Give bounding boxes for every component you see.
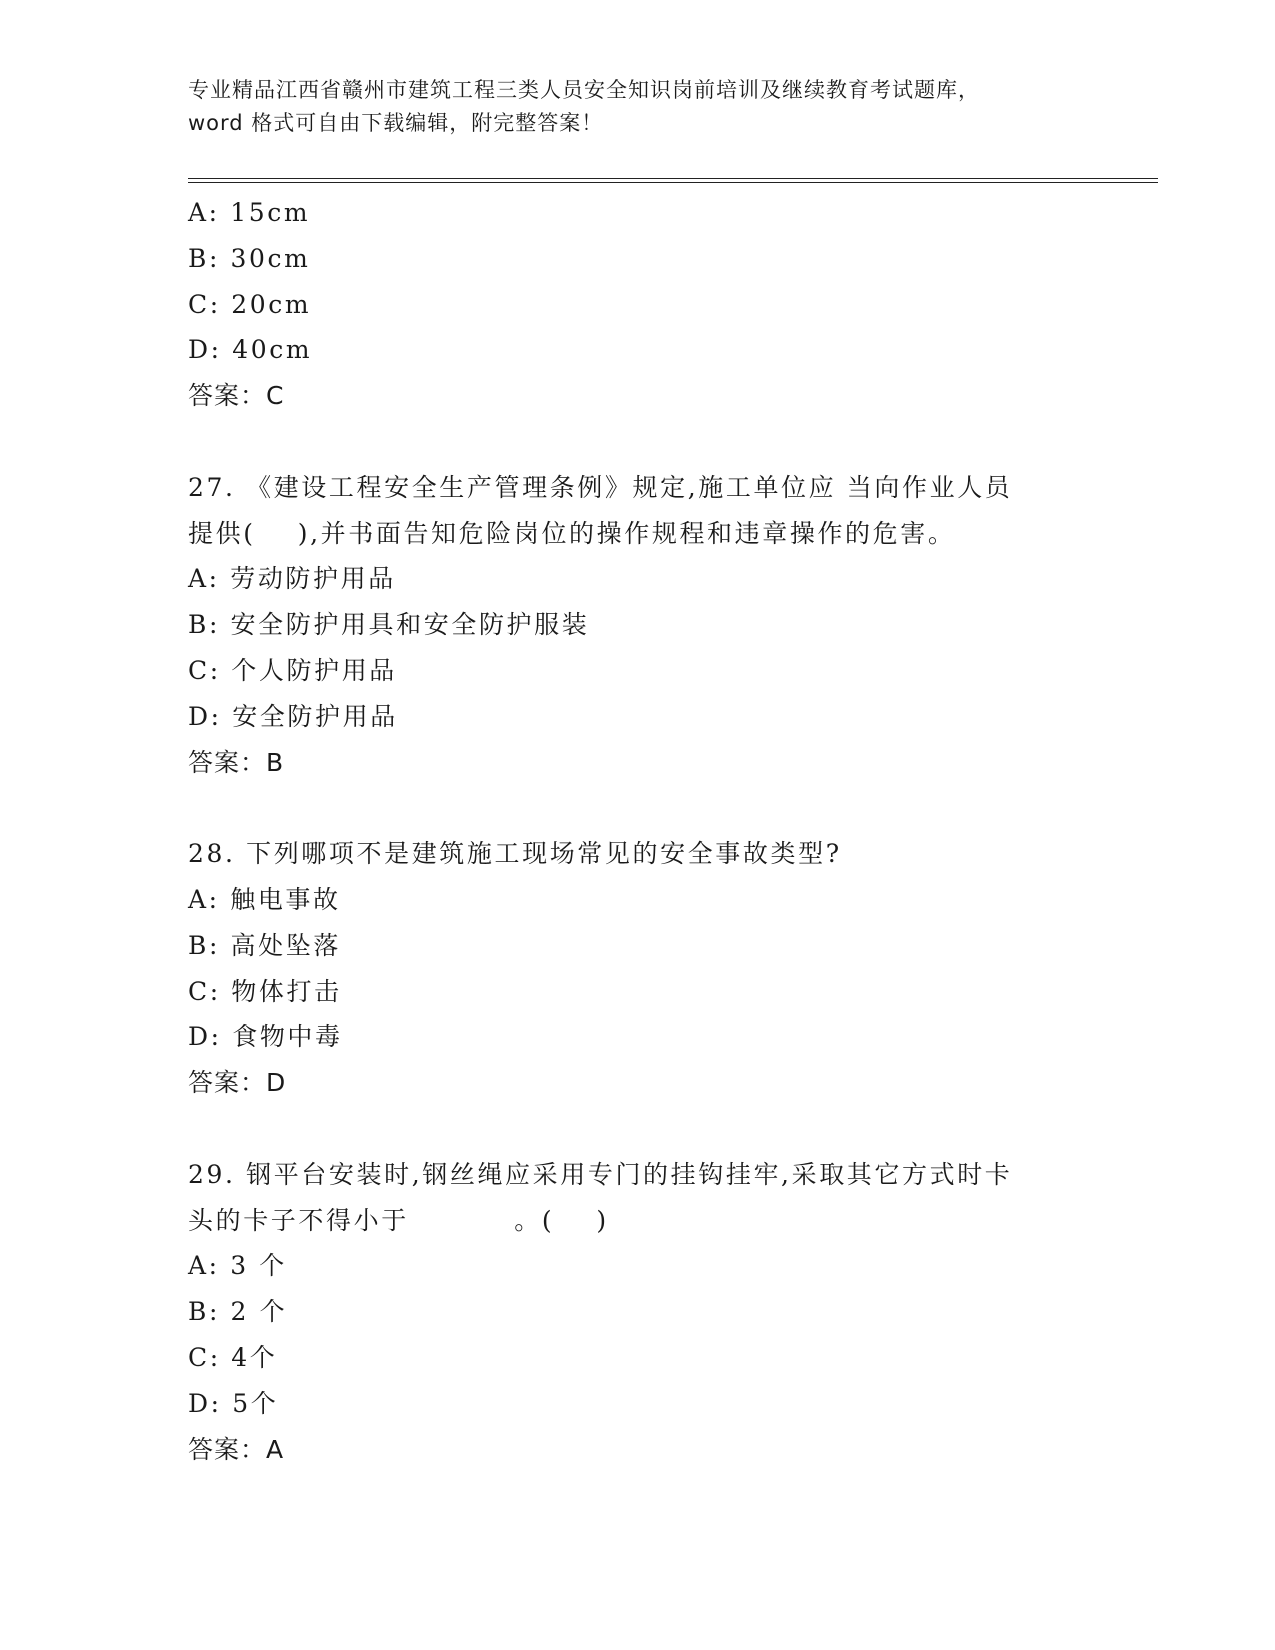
- answer-line: 答案：B: [188, 747, 285, 777]
- option-b: B: 安全防护用具和安全防护服装: [188, 610, 590, 640]
- option-c: C: 4个: [188, 1342, 278, 1372]
- answer-line: 答案：C: [188, 381, 285, 411]
- question-block-26: [188, 190, 1088, 419]
- option-b: B: 高处坠落: [188, 930, 341, 960]
- option-a: A: 触电事故: [188, 884, 341, 914]
- option-a: A: 3 个: [188, 1251, 287, 1281]
- question-text-line-2: 提供( ),并书面告知危险岗位的操作规程和违章操作的危害。: [188, 518, 956, 548]
- option-c: C: 个人防护用品: [188, 655, 397, 685]
- header-line-1: 专业精品江西省赣州市建筑工程三类人员安全知识岗前培训及继续教育考试题库，: [188, 78, 980, 102]
- question-block-29: [188, 1152, 1088, 1473]
- header-line-2: word 格式可自由下载编辑，附完整答案！: [188, 111, 604, 135]
- option-d: D: 食物中毒: [188, 1022, 343, 1052]
- option-d: D: 安全防护用品: [188, 701, 398, 731]
- option-b: B: 30cm: [188, 243, 311, 273]
- option-c: C: 20cm: [188, 289, 312, 319]
- question-text-line-1: 27. 《建设工程安全生产管理条例》规定,施工单位应 当向作业人员: [188, 472, 1013, 502]
- option-d: D: 5个: [188, 1388, 279, 1418]
- question-text-line-1: 28. 下列哪项不是建筑施工现场常见的安全事故类型?: [188, 839, 842, 869]
- option-b: B: 2 个: [188, 1297, 288, 1327]
- question-content: [188, 190, 1088, 1472]
- option-a: A: 劳动防护用品: [188, 564, 396, 594]
- answer-line: 答案：D: [188, 1068, 287, 1098]
- question-text-line-2: 头的卡子不得小于 。( ): [188, 1205, 609, 1235]
- question-text-line-1: 29. 钢平台安装时,钢丝绳应采用专门的挂钩挂牢,采取其它方式时卡: [188, 1159, 1013, 1189]
- header-double-rule: [188, 178, 1158, 183]
- answer-line: 答案：A: [188, 1434, 285, 1464]
- option-c: C: 物体打击: [188, 976, 342, 1006]
- document-header: [188, 74, 1088, 140]
- option-d: D: 40cm: [188, 335, 313, 365]
- question-block-27: [188, 465, 1088, 786]
- option-a: A: 15cm: [188, 198, 311, 227]
- question-block-28: [188, 831, 1088, 1106]
